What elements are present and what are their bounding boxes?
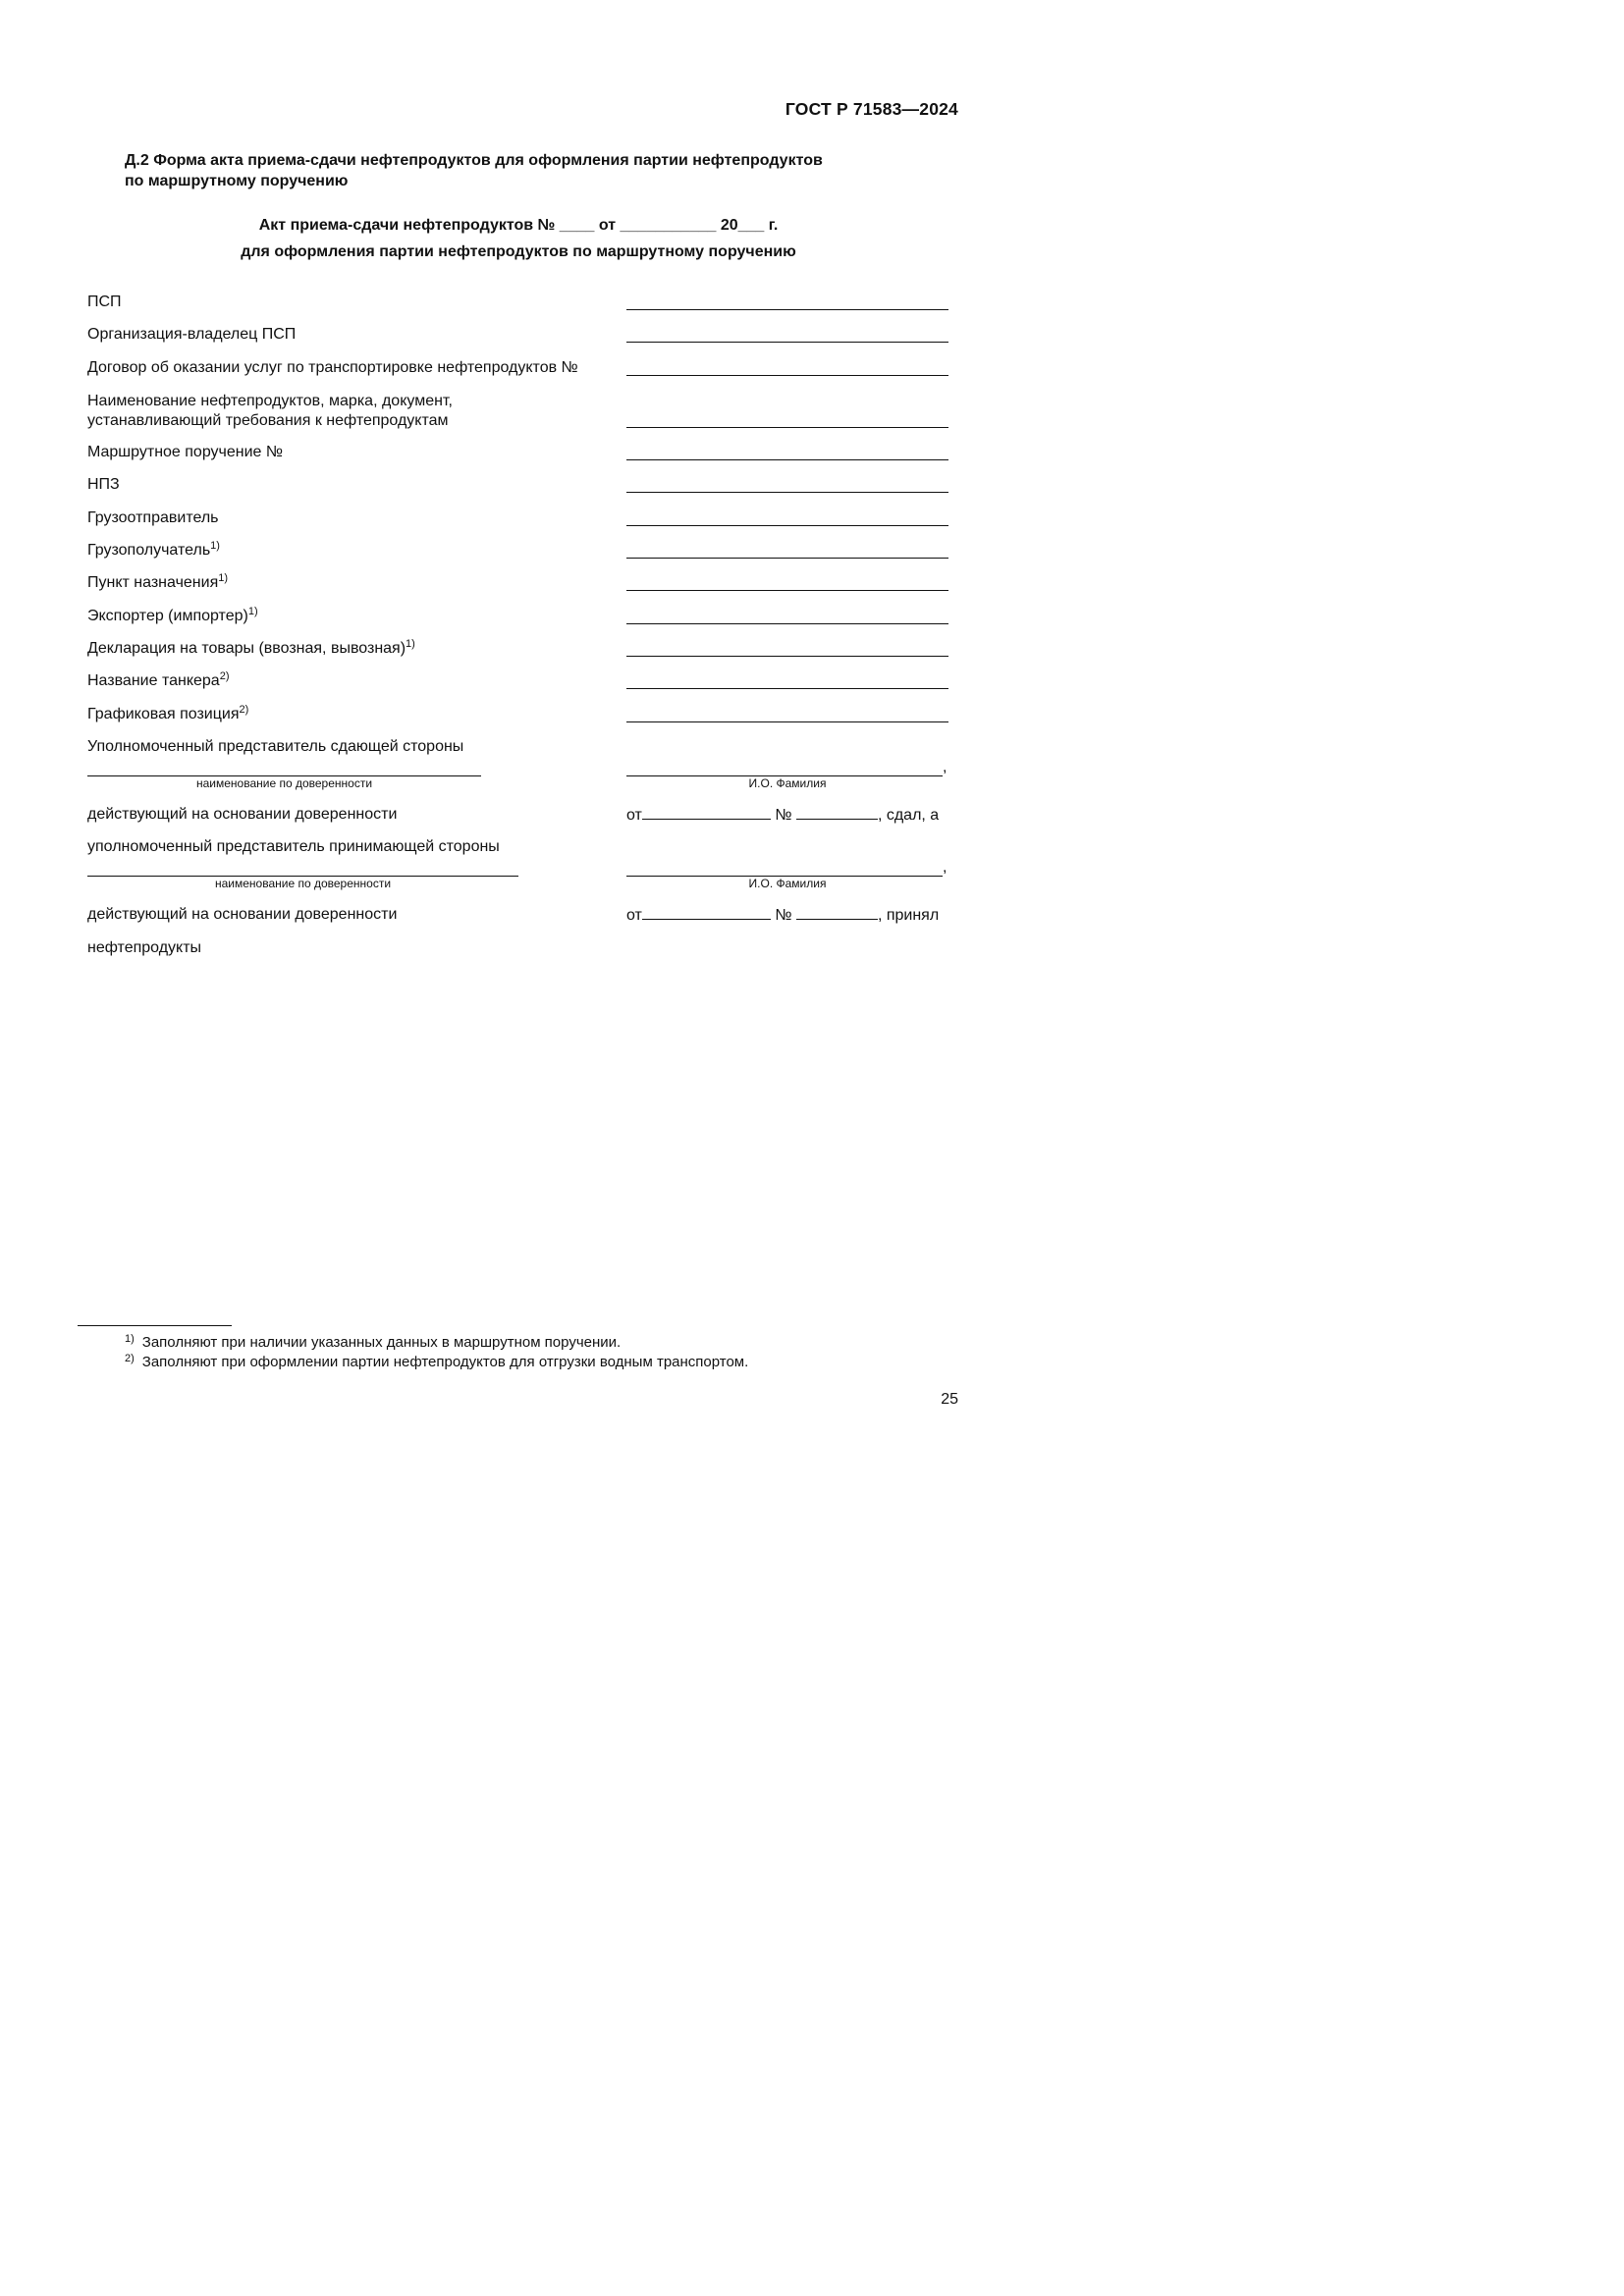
product-name-field[interactable] — [626, 427, 948, 428]
acceptance-comma: , — [943, 859, 947, 876]
handover-comma: , — [943, 759, 947, 775]
acceptance-object-label: нефтепродукты — [87, 939, 202, 956]
row-label-route-order: Маршрутное поручение № — [87, 444, 284, 460]
page-number: 25 — [941, 1391, 958, 1408]
standard-number: ГОСТ Р 71583—2024 — [785, 99, 958, 119]
footnote-ref: 1) — [218, 572, 229, 584]
row-label-declaration: Декларация на товары (ввозная, вывозная)$^{1)}$ — [87, 638, 415, 657]
acceptance-proxy-line — [626, 905, 939, 926]
tanker-name-field[interactable] — [626, 688, 948, 689]
row-label-destination: Пункт назначения$^{1)}$ — [87, 572, 229, 591]
footnote-separator — [78, 1325, 232, 1326]
act-title-line-1: Акт приема-сдачи нефтепродуктов № ____ от ___________ 20___ г. — [258, 217, 779, 234]
handover-suffix: , сдал, а — [877, 807, 940, 824]
footnote-ref: 2) — [219, 670, 230, 682]
row-label-consignor: Грузоотправитель — [87, 509, 219, 526]
footnote-mark: 1) — [125, 1333, 135, 1345]
proxy-from-label: от — [626, 907, 642, 924]
footnote-ref: 1) — [406, 638, 415, 650]
acceptance-name-caption: наименование по доверенности — [214, 877, 392, 890]
section-title-line-2: по маршрутному поручению — [125, 173, 349, 189]
footnote-2 — [125, 1354, 748, 1370]
acceptance-proxy-date-field[interactable] — [642, 905, 771, 920]
psp-field[interactable] — [626, 309, 948, 310]
schedule-position-field[interactable] — [626, 721, 948, 722]
act-title-line-2: для оформления партии нефтепродуктов по маршрутному поручению — [241, 243, 796, 260]
destination-field[interactable] — [626, 590, 948, 591]
row-label-contract-number: Договор об оказании услуг по транспортировке нефтепродуктов № — [87, 359, 578, 376]
consignee-field[interactable] — [626, 558, 948, 559]
handover-proxy-number-field[interactable] — [796, 805, 878, 820]
section-title-line-1: Д.2 Форма акта приема-сдачи нефтепродуктов для оформления партии нефтепродуктов — [125, 152, 823, 169]
acceptance-suffix: , принял — [877, 907, 940, 924]
proxy-number-sign: № — [775, 807, 792, 824]
footnote-mark: 2) — [125, 1353, 135, 1364]
row-label-psp: ПСП — [87, 294, 122, 310]
section-title — [125, 150, 823, 191]
row-label-refinery: НПЗ — [87, 476, 120, 493]
handover-rep-label: Уполномоченный представитель сдающей стороны — [87, 738, 464, 755]
handover-proxy-line — [626, 805, 939, 826]
acceptance-fio-caption: И.О. Фамилия — [748, 877, 827, 890]
row-label-product-name: Наименование нефтепродуктов, марка, документ, устанавливающий требования к нефтепродуктам — [87, 393, 453, 429]
proxy-from-label: от — [626, 807, 642, 824]
row-label-schedule-position: Графиковая позиция$^{2)}$ — [87, 704, 249, 722]
declaration-field[interactable] — [626, 656, 948, 657]
footnote-ref: 1) — [247, 606, 258, 617]
refinery-field[interactable] — [626, 492, 948, 493]
acceptance-basis-label: действующий на основании доверенности — [87, 906, 398, 923]
row-label-tanker-name: Название танкера$^{2)}$ — [87, 670, 230, 689]
handover-basis-label: действующий на основании доверенности — [87, 806, 398, 823]
footnote-text: Заполняют при оформлении партии нефтепродуктов для отгрузки водным транспортом. — [141, 1354, 749, 1370]
footnote-text: Заполняют при наличии указанных данных в маршрутном поручении. — [141, 1334, 622, 1351]
footnote-ref: 2) — [239, 704, 249, 716]
row-label-owner-organization: Организация-владелец ПСП — [87, 326, 297, 343]
proxy-number-sign: № — [775, 907, 792, 924]
row-label-exporter: Экспортер (импортер)$^{1)}$ — [87, 606, 258, 624]
acceptance-rep-label: уполномоченный представитель принимающей стороны — [87, 838, 500, 855]
footnote-1 — [125, 1334, 621, 1351]
footnote-ref: 1) — [210, 540, 220, 552]
handover-fio-caption: И.О. Фамилия — [748, 776, 827, 790]
document-page — [0, 0, 1080, 1526]
exporter-field[interactable] — [626, 623, 948, 624]
owner-organization-field[interactable] — [626, 342, 948, 343]
route-order-field[interactable] — [626, 459, 948, 460]
contract-number-field[interactable] — [626, 375, 948, 376]
handover-proxy-date-field[interactable] — [642, 805, 771, 820]
consignor-field[interactable] — [626, 525, 948, 526]
acceptance-proxy-number-field[interactable] — [796, 905, 878, 920]
handover-name-caption: наименование по доверенности — [195, 776, 373, 790]
row-label-consignee: Грузополучатель$^{1)}$ — [87, 540, 220, 559]
